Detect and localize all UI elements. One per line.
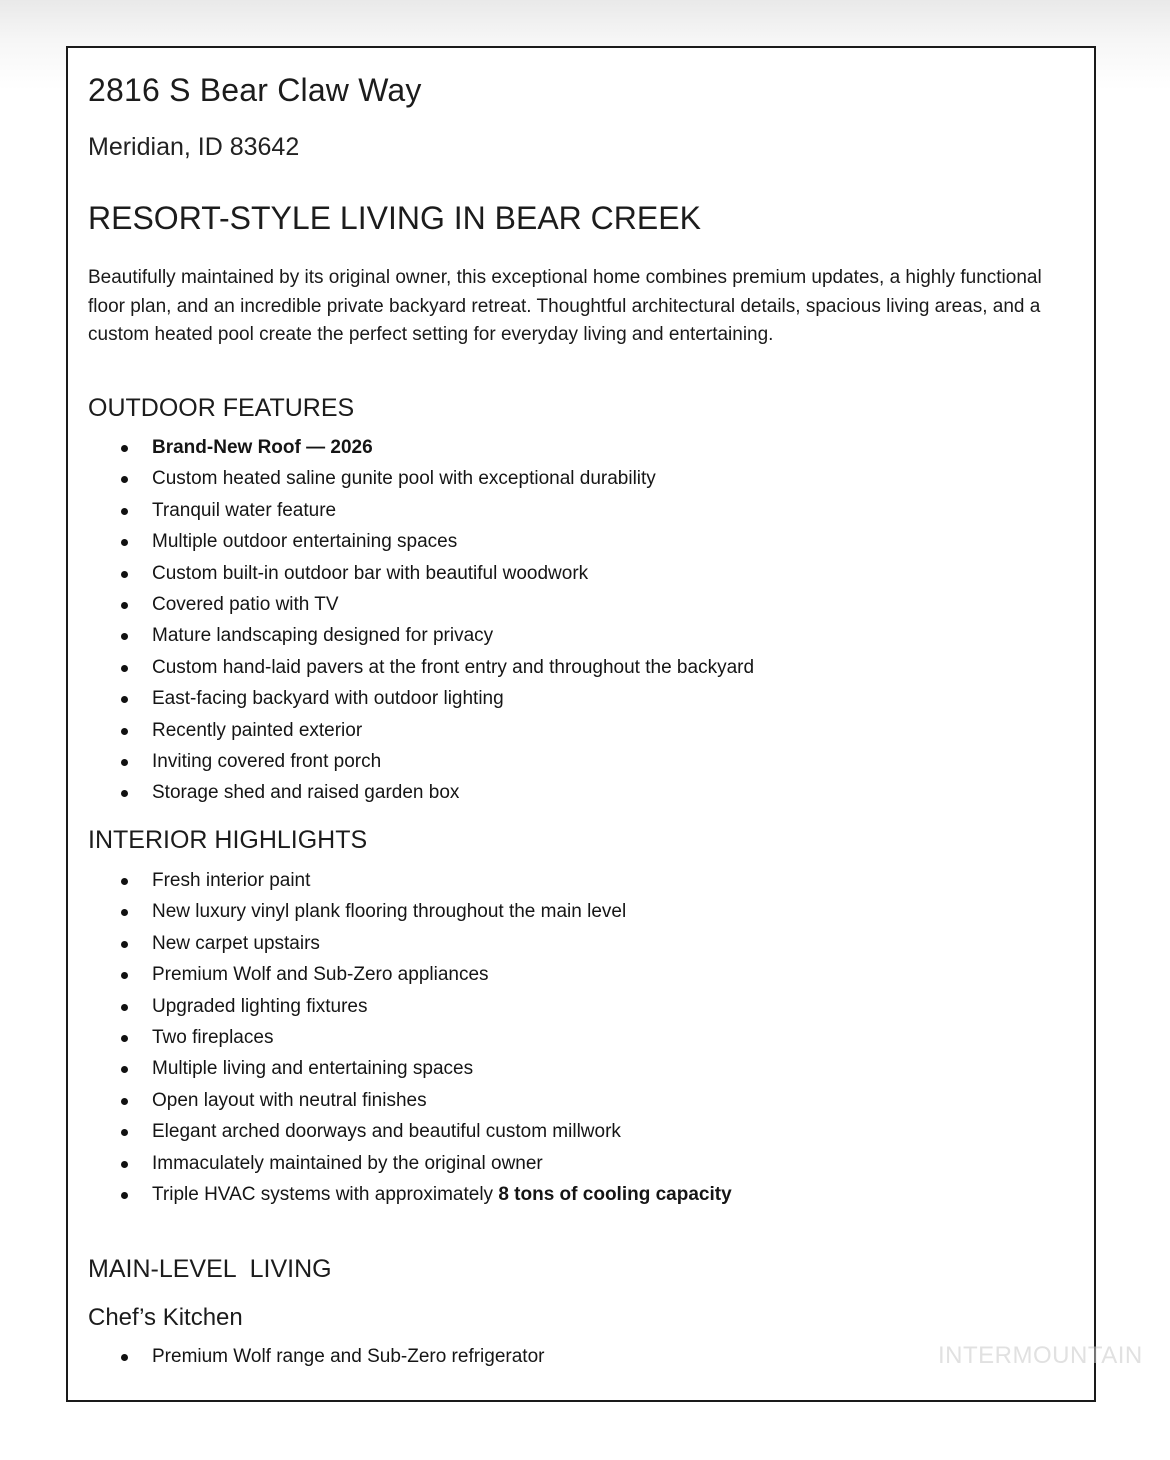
list-item: Elegant arched doorways and beautiful custom millwork — [88, 1116, 732, 1147]
listing-headline: RESORT-STYLE LIVING IN BEAR CREEK — [88, 200, 701, 236]
list-item: Fresh interior paint — [88, 865, 732, 896]
list-item: Open layout with neutral finishes — [88, 1085, 732, 1116]
bullet-icon — [121, 602, 128, 609]
bullet-icon — [121, 909, 128, 916]
chefs-kitchen-subheading: Chef’s Kitchen — [88, 1304, 243, 1331]
bullet-icon — [121, 445, 128, 452]
bullet-icon — [121, 759, 128, 766]
list-item: Recently painted exterior — [88, 715, 754, 746]
list-item: New carpet upstairs — [88, 928, 732, 959]
bullet-icon — [121, 1066, 128, 1073]
property-address: 2816 S Bear Claw Way — [88, 72, 422, 108]
bullet-icon — [121, 665, 128, 672]
list-item: Triple HVAC systems with approximately 8 tons of cooling capacity — [88, 1179, 732, 1210]
outdoor-features-heading: OUTDOOR FEATURES — [88, 394, 355, 422]
bullet-icon — [121, 696, 128, 703]
list-item: Immaculately maintained by the original owner — [88, 1148, 732, 1179]
bullet-icon — [121, 1129, 128, 1136]
bullet-icon — [121, 539, 128, 546]
bullet-icon — [121, 1161, 128, 1168]
property-city-line: Meridian, ID 83642 — [88, 133, 300, 161]
list-item: Inviting covered front porch — [88, 746, 754, 777]
bullet-icon — [121, 1354, 128, 1361]
list-item: Mature landscaping designed for privacy — [88, 620, 754, 651]
bullet-icon — [121, 476, 128, 483]
bullet-icon — [121, 972, 128, 979]
bullet-icon — [121, 790, 128, 797]
list-item: Multiple living and entertaining spaces — [88, 1053, 732, 1084]
watermark-text: INTERMOUNTAIN — [938, 1342, 1143, 1369]
bullet-icon — [121, 1004, 128, 1011]
list-item: East-facing backyard with outdoor lighting — [88, 683, 754, 714]
interior-highlights-heading: INTERIOR HIGHLIGHTS — [88, 826, 368, 854]
bullet-icon — [121, 878, 128, 885]
interior-highlights-list — [88, 865, 732, 1210]
bullet-icon — [121, 1035, 128, 1042]
list-item: Custom hand-laid pavers at the front entry and throughout the backyard — [88, 652, 754, 683]
bullet-icon — [121, 1192, 128, 1199]
list-item: Storage shed and raised garden box — [88, 777, 754, 808]
list-item: Custom built-in outdoor bar with beautiful woodwork — [88, 558, 754, 589]
list-item: Two fireplaces — [88, 1022, 732, 1053]
list-item: New luxury vinyl plank flooring throughout the main level — [88, 896, 732, 927]
bullet-icon — [121, 728, 128, 735]
list-item: Premium Wolf range and Sub-Zero refrigerator — [88, 1341, 544, 1372]
bullet-icon — [121, 571, 128, 578]
list-item: Multiple outdoor entertaining spaces — [88, 526, 754, 557]
list-item: Covered patio with TV — [88, 589, 754, 620]
list-item: Premium Wolf and Sub-Zero appliances — [88, 959, 732, 990]
bullet-icon — [121, 941, 128, 948]
list-item: Tranquil water feature — [88, 495, 754, 526]
intro-paragraph: Beautifully maintained by its original owner, this exceptional home combines premium updates, a highly functional floor plan, and an incredible private backyard retreat. Thoughtful architectural details, spacious living areas, and a custom heated pool create the perfect setting for everyday living and entertaining. — [88, 267, 1042, 345]
list-item: Upgraded lighting fixtures — [88, 991, 732, 1022]
outdoor-features-list — [88, 432, 754, 809]
main-level-living-heading: MAIN-LEVEL LIVING — [88, 1255, 332, 1283]
list-item: Brand-New Roof — 2026 — [88, 432, 754, 463]
bullet-icon — [121, 633, 128, 640]
bullet-icon — [121, 1098, 128, 1105]
list-item: Custom heated saline gunite pool with exceptional durability — [88, 463, 754, 494]
bullet-icon — [121, 508, 128, 515]
main-level-list — [88, 1341, 544, 1372]
